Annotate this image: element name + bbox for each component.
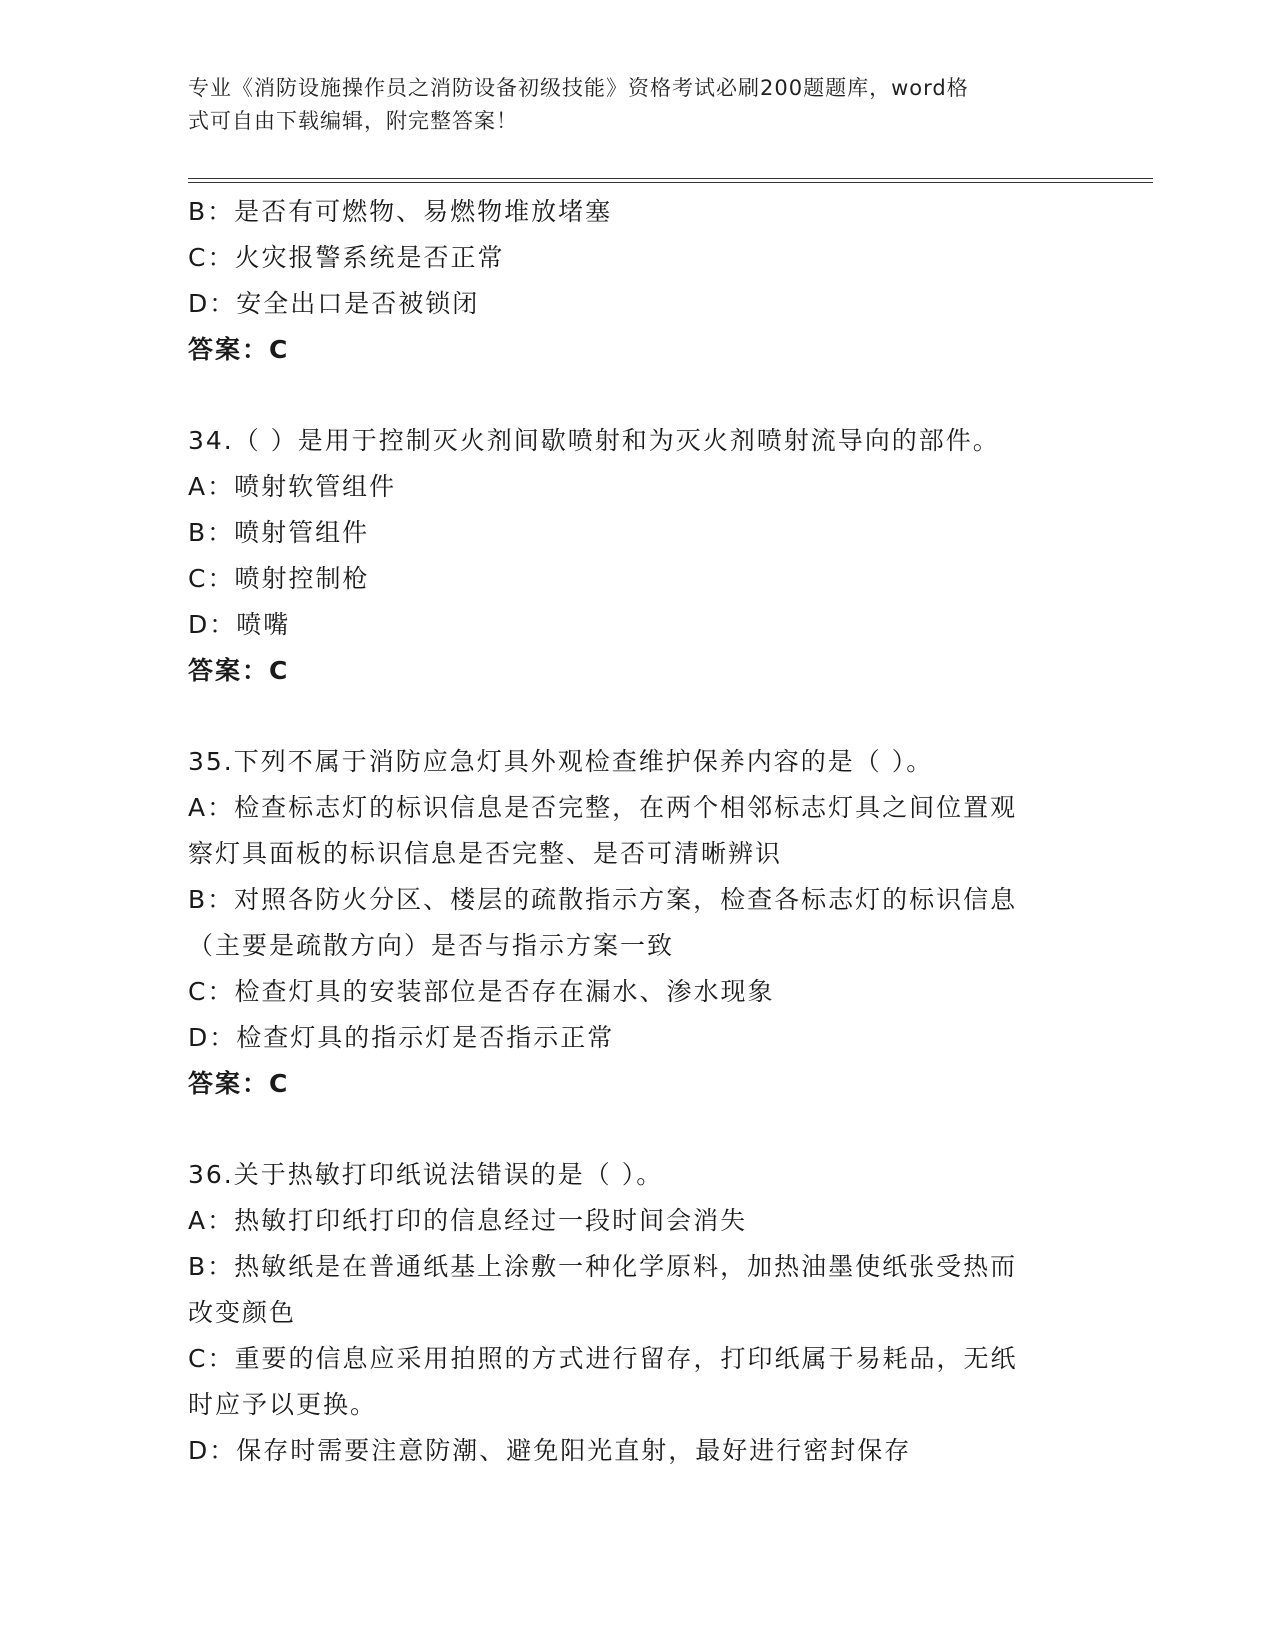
option-a-line-2: 察灯具面板的标识信息是否完整、是否可清晰辨识: [188, 839, 783, 868]
option-c-line-1: C：重要的信息应采用拍照的方式进行留存，打印纸属于易耗品，无纸: [188, 1344, 1018, 1373]
answer: 答案：C: [188, 1069, 290, 1098]
header-line-2: 式可自由下载编辑，附完整答案！: [188, 109, 518, 133]
option-b: B：喷射管组件: [188, 518, 370, 547]
question-36: [188, 1152, 1088, 1474]
option-d: D：检查灯具的指示灯是否指示正常: [188, 1023, 615, 1052]
question-33: [188, 189, 1088, 373]
option-c: C：火灾报警系统是否正常: [188, 243, 505, 272]
option-b: B：是否有可燃物、易燃物堆放堵塞: [188, 197, 613, 226]
option-a-line-1: A：检查标志灯的标识信息是否完整，在两个相邻标志灯具之间位置观: [188, 793, 1018, 822]
answer: 答案：C: [188, 335, 290, 364]
option-b-line-2: 改变颜色: [188, 1298, 297, 1327]
option-a: A：喷射软管组件: [188, 472, 397, 501]
question-stem: 36.关于热敏打印纸说法错误的是（ ）。: [188, 1160, 664, 1189]
answer: 答案：C: [188, 656, 290, 685]
question-34: [188, 418, 1088, 694]
option-b-line-1: B：热敏纸是在普通纸基上涂敷一种化学原料，加热油墨使纸张受热而: [188, 1252, 1018, 1281]
question-stem: 35.下列不属于消防应急灯具外观检查维护保养内容的是（ ）。: [188, 747, 934, 776]
option-a: A：热敏打印纸打印的信息经过一段时间会消失: [188, 1206, 748, 1235]
option-d: D：保存时需要注意防潮、避免阳光直射，最好进行密封保存: [188, 1436, 912, 1465]
option-c: C：喷射控制枪: [188, 564, 370, 593]
question-35: [188, 739, 1088, 1107]
option-d: D：喷嘴: [188, 610, 291, 639]
question-stem: 34.（ ）是用于控制灭火剂间歇喷射和为灭火剂喷射流导向的部件。: [188, 426, 1000, 455]
header-line-1: 专业《消防设施操作员之消防设备初级技能》资格考试必刷200题题库，word格: [188, 76, 969, 100]
question-list: [188, 189, 1088, 1474]
header-divider: [188, 178, 1153, 183]
option-b-line-1: B：对照各防火分区、楼层的疏散指示方案，检查各标志灯的标识信息: [188, 885, 1018, 914]
option-c-line-2: 时应予以更换。: [188, 1390, 378, 1419]
option-d: D：安全出口是否被锁闭: [188, 289, 480, 318]
page-header: [188, 72, 1088, 138]
option-b-line-2: （主要是疏散方向）是否与指示方案一致: [188, 931, 675, 960]
option-c: C：检查灯具的安装部位是否存在漏水、渗水现象: [188, 977, 775, 1006]
